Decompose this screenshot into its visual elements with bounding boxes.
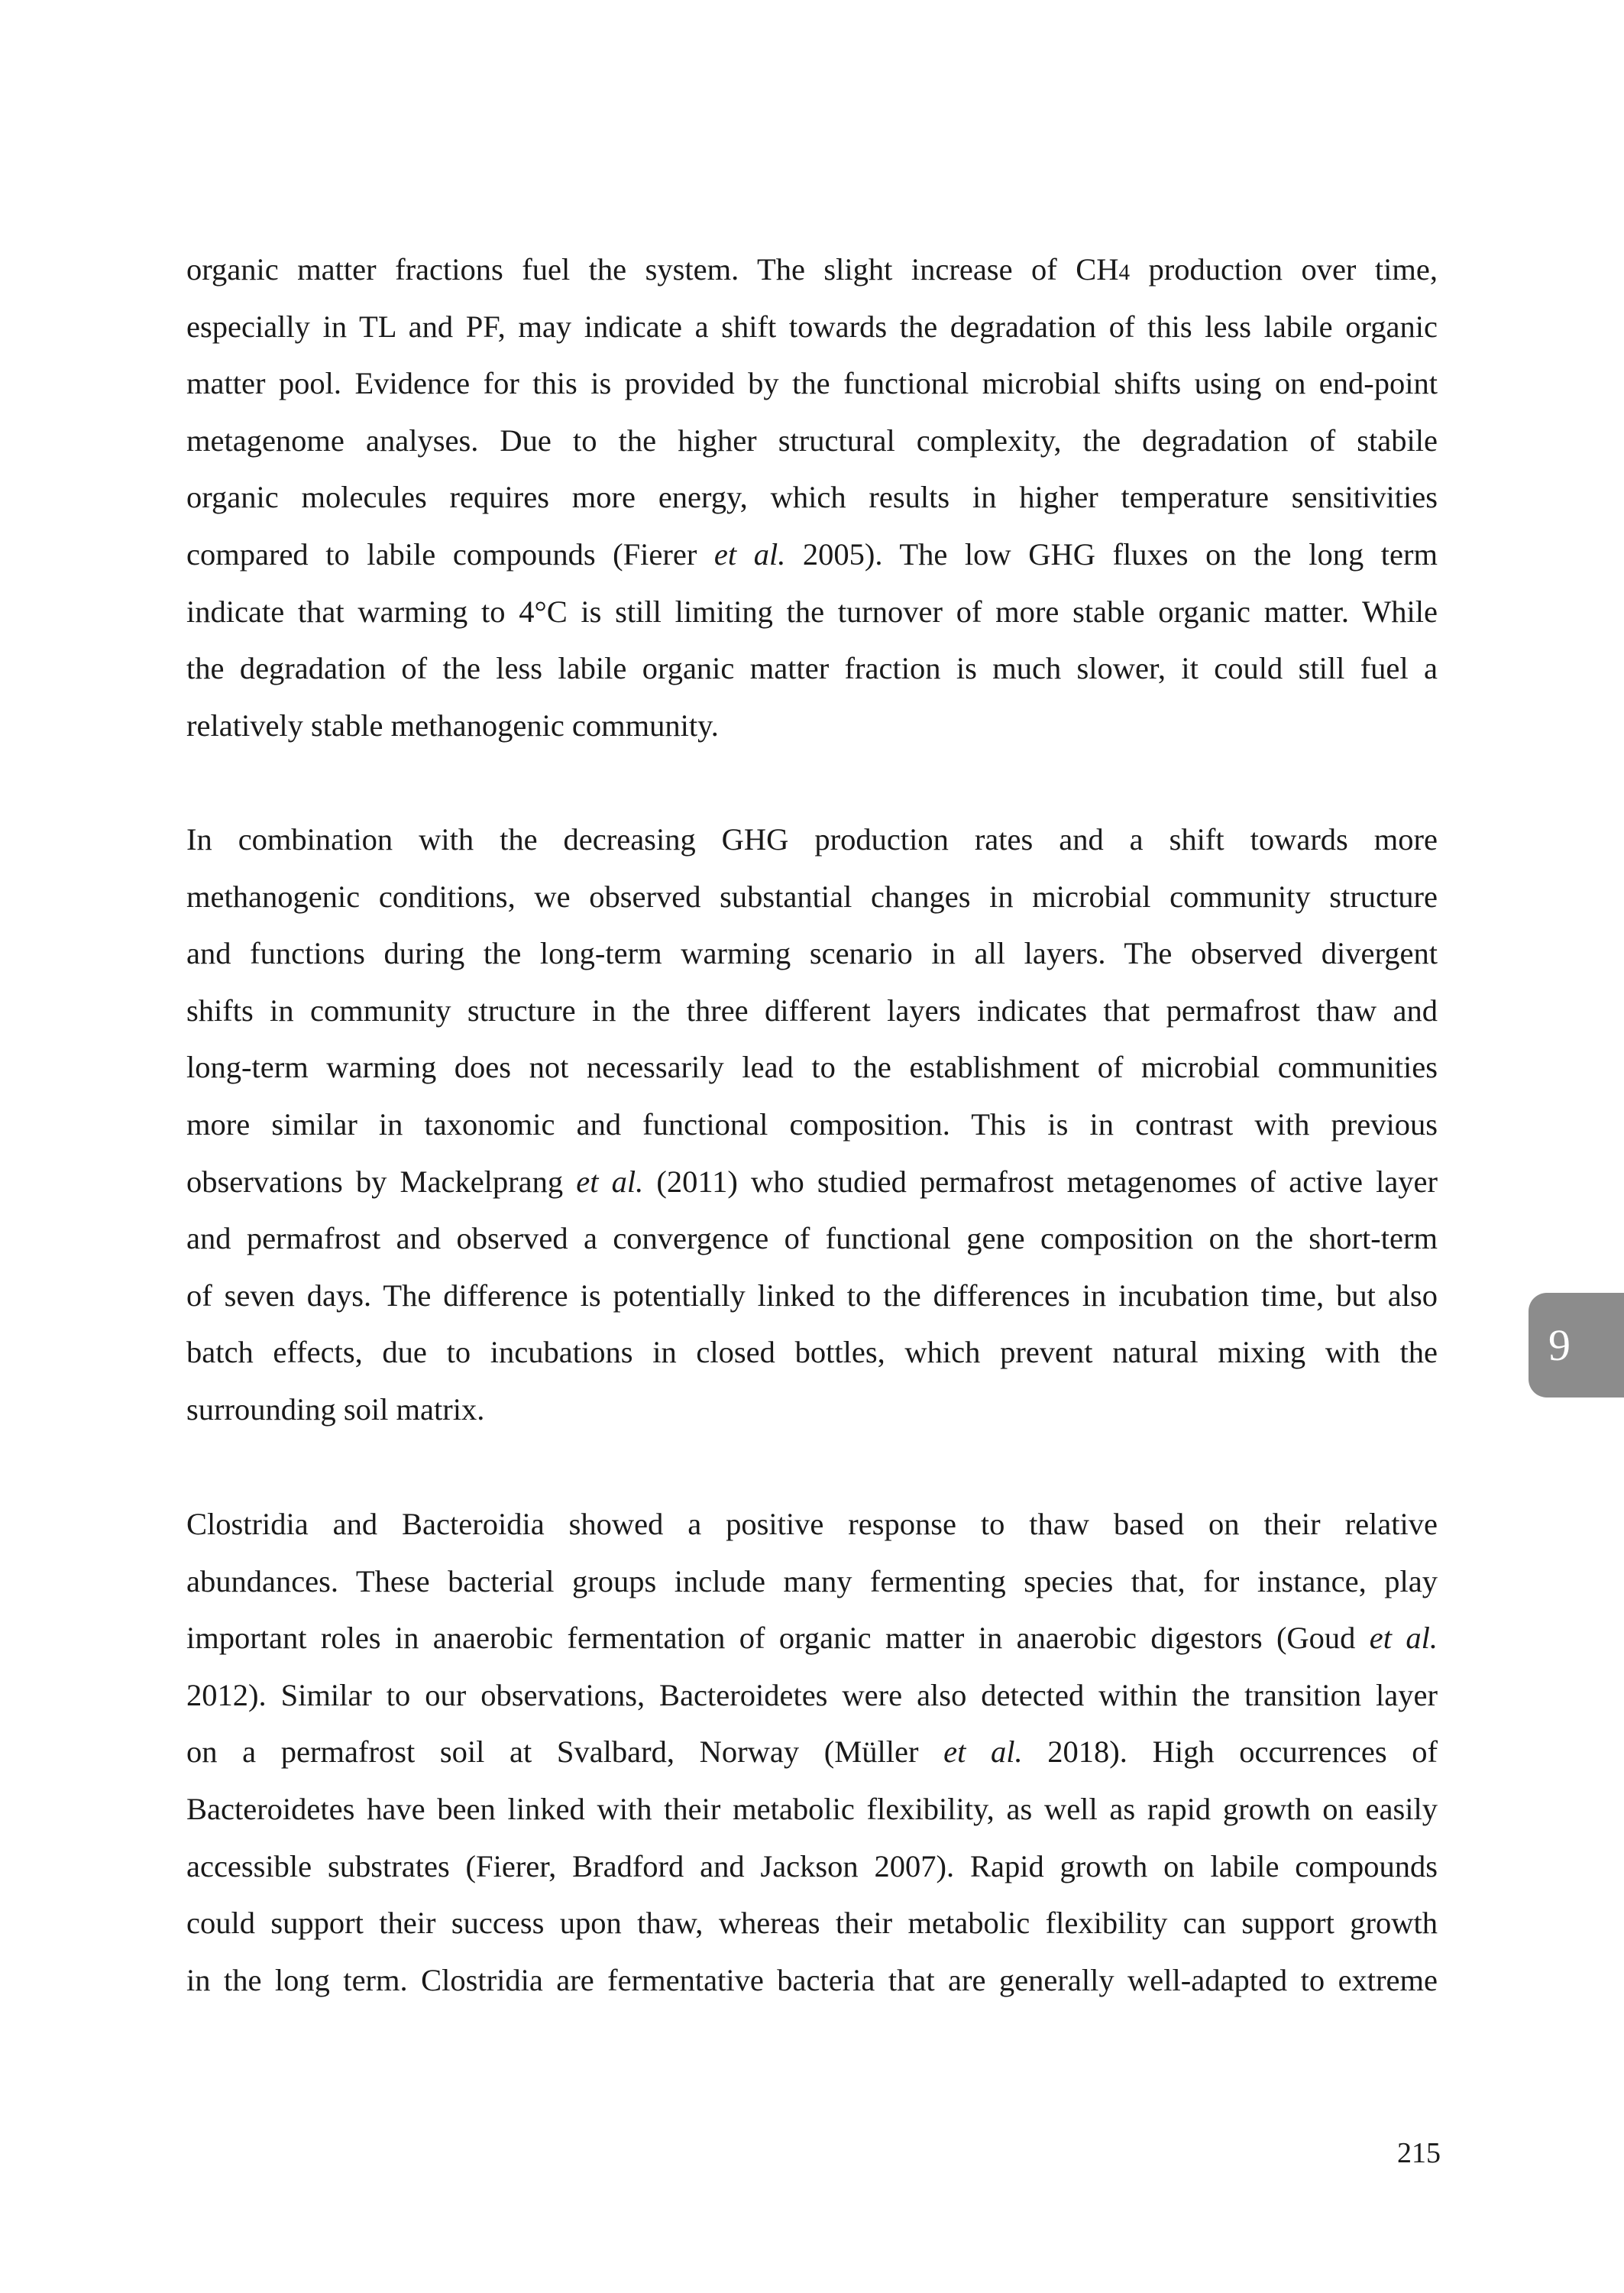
text-run: organic matter fractions fuel the system. The slight increase of CH: [186, 252, 1119, 287]
text-run: and functions during the long-term warming scenario in all layers. The observed divergent: [186, 936, 1438, 971]
text-run: metagenome analyses. Due to the higher structural complexity, the degradation of stabile: [186, 423, 1438, 458]
text-run: Bacteroidetes have been linked with their metabolic flexibility, as well as rapid growth on easily: [186, 1791, 1438, 1826]
italic-run: et al.: [713, 536, 786, 572]
text-run: 2012). Similar to our observations, Bacteroidetes were also detected within the transition layer: [186, 1677, 1438, 1712]
text-run: relatively stable methanogenic community.: [186, 708, 719, 743]
italic-run: et al.: [943, 1734, 1023, 1770]
text-line: [186, 413, 1438, 470]
text-line: [186, 1667, 1438, 1725]
text-line: [186, 526, 1438, 584]
text-run: on a permafrost soil at Svalbard, Norway (Müller: [186, 1734, 944, 1770]
text-line: [186, 355, 1438, 413]
text-line: [186, 983, 1438, 1040]
body-paragraph-1: [186, 241, 1438, 754]
text-run: shifts in community structure in the three different layers indicates that permafrost thaw and: [186, 993, 1438, 1028]
text-run: accessible substrates (Fierer, Bradford and Jackson 2007). Rapid growth on labile compounds: [186, 1848, 1438, 1883]
text-run: In combination with the decreasing GHG production rates and a shift towards more: [186, 822, 1438, 857]
text-line: [186, 869, 1438, 926]
chapter-tab: 9: [1529, 1293, 1624, 1397]
text-line: [186, 811, 1438, 869]
text-run: production over time,: [1130, 252, 1438, 287]
text-line: [186, 1781, 1438, 1838]
text-line: [186, 1895, 1438, 1952]
body-paragraph-2: [186, 811, 1438, 1439]
text-run: Clostridia and Bacteroidia showed a positive response to thaw based on their relative: [186, 1507, 1438, 1541]
text-line: [186, 299, 1438, 356]
text-run: 2018). High occurrences of: [1022, 1734, 1438, 1770]
text-run: surrounding soil matrix.: [186, 1391, 485, 1427]
text-line: [186, 1039, 1438, 1096]
text-line: [186, 925, 1438, 983]
text-run: batch effects, due to incubations in closed bottles, which prevent natural mixing with the: [186, 1335, 1438, 1370]
text-line: [186, 1324, 1438, 1381]
text-line: [186, 1838, 1438, 1896]
text-run: methanogenic conditions, we observed substantial changes in microbial community structure: [186, 879, 1438, 914]
text-line: [186, 1610, 1438, 1667]
text-line: [186, 1154, 1438, 1211]
text-line: [186, 1496, 1438, 1553]
text-run: organic molecules requires more energy, which results in higher temperature sensitivities: [186, 480, 1438, 515]
italic-run: et al.: [1369, 1621, 1438, 1656]
text-line: [186, 1268, 1438, 1325]
page-number: 215: [1397, 2137, 1441, 2169]
text-line: [186, 584, 1438, 641]
text-line: [186, 640, 1438, 698]
text-run: of seven days. The difference is potentially linked to the differences in incubation time, but also: [186, 1278, 1438, 1313]
text-run: and permafrost and observed a convergence of functional gene composition on the short-term: [186, 1221, 1438, 1256]
text-run: long-term warming does not necessarily lead to the establishment of microbial communities: [186, 1050, 1438, 1085]
text-run: indicate that warming to 4°C is still limiting the turnover of more stable organic matter. While: [186, 594, 1438, 629]
text-run: more similar in taxonomic and functional composition. This is in contrast with previous: [186, 1106, 1438, 1142]
text-line: [186, 1381, 1438, 1439]
text-line: [186, 1724, 1438, 1781]
text-run: compared to labile compounds (Fierer: [186, 536, 714, 572]
body-paragraph-3: [186, 1496, 1438, 2009]
text-run: abundances. These bacterial groups include many fermenting species that, for instance, play: [186, 1563, 1438, 1598]
subscript-run: 4: [1118, 261, 1131, 285]
text-run: the degradation of the less labile organic matter fraction is much slower, it could still fuel a: [186, 651, 1438, 686]
text-line: [186, 1096, 1438, 1154]
text-line: [186, 241, 1438, 299]
text-run: in the long term. Clostridia are fermentative bacteria that are generally well-adapted to extreme: [186, 1962, 1438, 1997]
text-line: [186, 698, 1438, 755]
text-line: [186, 1210, 1438, 1268]
text-run: 2005). The low GHG fluxes on the long term: [785, 536, 1438, 572]
text-run: especially in TL and PF, may indicate a shift towards the degradation of this less labile organic: [186, 309, 1438, 344]
text-run: could support their success upon thaw, whereas their metabolic flexibility can support growth: [186, 1906, 1438, 1941]
text-line: [186, 1553, 1438, 1611]
text-run: (2011) who studied permafrost metagenomes of active layer: [643, 1164, 1438, 1199]
italic-run: et al.: [576, 1164, 644, 1199]
text-run: important roles in anaerobic fermentation of organic matter in anaerobic digestors (Goud: [186, 1621, 1370, 1656]
text-run: matter pool. Evidence for this is provided by the functional microbial shifts using on end-point: [186, 366, 1438, 401]
text-run: observations by Mackelprang: [186, 1164, 577, 1199]
text-line: [186, 1952, 1438, 2010]
text-line: [186, 469, 1438, 526]
